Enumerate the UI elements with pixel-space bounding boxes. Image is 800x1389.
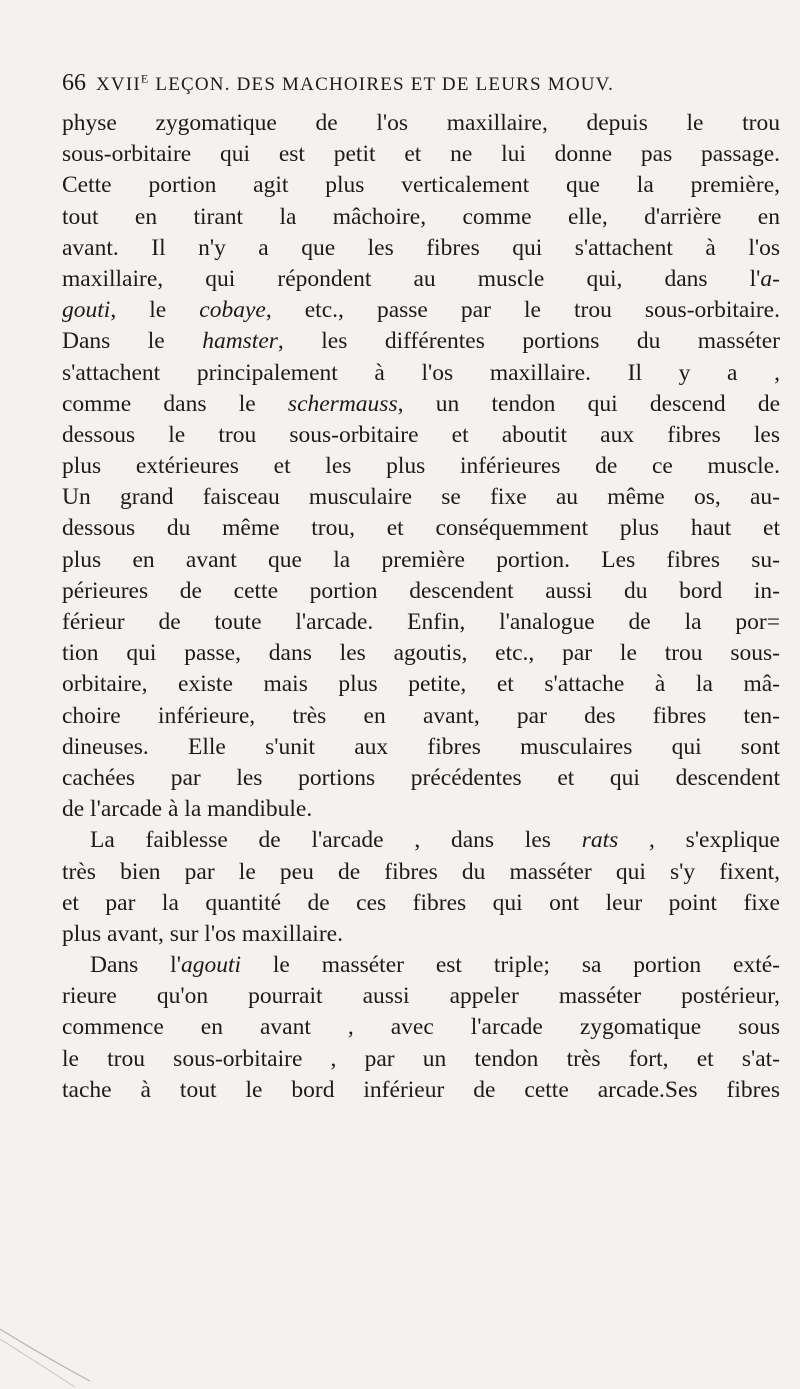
text-run: , etc., passe par le trou sous-orbitaire.: [265, 297, 780, 324]
text-line: [62, 1075, 780, 1106]
text-run: maxillaire, qui répondent au muscle qui, dans l': [62, 265, 761, 292]
text-line: [62, 202, 780, 233]
text-line: [62, 513, 780, 544]
text-run: et par la quantité de ces fibres qui ont leur point fixe: [62, 889, 780, 916]
text-line: [62, 482, 780, 513]
text-line: [62, 139, 780, 170]
text-run: physe zygomatique de l'os maxillaire, depuis le trou: [62, 110, 780, 136]
text-line: [62, 108, 780, 139]
text-line: [62, 794, 780, 825]
text-line: [62, 950, 780, 981]
text-run: , un tendon qui descend de: [397, 390, 780, 417]
text-run: , les différentes portions du masséter: [277, 328, 780, 355]
text-line: [62, 1012, 780, 1043]
text-run: avant. Il n'y a que les fibres qui s'attachent à l'os: [62, 234, 780, 261]
lecon-superscript: E: [140, 71, 150, 86]
text-run: plus avant, sur l'os maxillaire.: [62, 920, 343, 947]
text-line: [62, 919, 780, 950]
text-run: Dans le: [62, 328, 203, 355]
text-run: , le: [110, 297, 200, 324]
lecon-number: XVII: [96, 74, 141, 95]
text-line: [62, 389, 780, 420]
text-line: [62, 420, 780, 451]
text-run: férieur de toute l'arcade. Enfin, l'analogue de la por=: [62, 609, 780, 635]
text-line: [62, 1044, 780, 1075]
text-run: dineuses. Elle s'unit aux fibres musculaires qui sont: [62, 733, 780, 760]
text-run: tion qui passe, dans les agoutis, etc., par le trou sous-: [62, 640, 780, 667]
text-line: [62, 888, 780, 919]
text-run: orbitaire, existe mais plus petite, et s'attache à la mâ-: [62, 671, 780, 698]
text-line: [62, 545, 780, 576]
italic-term: cobaye: [199, 297, 266, 324]
text-line: [62, 451, 780, 482]
text-run: plus en avant que la première portion. Les fibres su-: [62, 546, 780, 573]
text-line: [62, 576, 780, 607]
italic-term: rats: [581, 827, 619, 854]
italic-term: schermauss: [287, 390, 398, 417]
text-run: le masséter est triple; sa portion exté-: [241, 952, 780, 979]
text-line: [62, 326, 780, 357]
text-run: cachées par les portions précédentes et qui descendent: [62, 764, 780, 791]
text-run: tout en tirant la mâchoire, comme elle, d'arrière en: [62, 203, 780, 230]
italic-term: gouti: [62, 297, 111, 324]
body-text: [62, 108, 780, 1106]
text-line: [62, 295, 780, 326]
text-run: dessous du même trou, et conséquemment plus haut et: [62, 515, 780, 542]
text-run: périeures de cette portion descendent aussi du bord in-: [62, 577, 780, 604]
text-run: tache à tout le bord inférieur de cette arcade.Ses fibres: [62, 1076, 780, 1103]
text-line: [62, 857, 780, 888]
italic-term: agouti: [180, 952, 242, 979]
text-line: [62, 981, 780, 1012]
running-head-title: LEÇON. DES MACHOIRES ET DE LEURS MOUV.: [155, 74, 615, 95]
text-line: [62, 701, 780, 732]
italic-term: hamster: [202, 328, 278, 355]
text-line: [62, 638, 780, 669]
text-run: s'attachent principalement à l'os maxillaire. Il y a ,: [62, 359, 780, 386]
running-head: [62, 70, 782, 97]
text-run: comme dans le: [62, 390, 288, 417]
text-run: Dans l': [90, 952, 181, 979]
text-line: [62, 763, 780, 794]
page-corner-mark: [0, 1299, 140, 1389]
text-line: [62, 358, 780, 389]
text-run: dessous le trou sous-orbitaire et aboutit aux fibres les: [62, 421, 780, 448]
italic-term: a-: [760, 265, 780, 292]
text-line: [62, 732, 780, 763]
text-run: plus extérieures et les plus inférieures de ce muscle.: [62, 453, 780, 480]
text-run: choire inférieure, très en avant, par des fibres ten-: [62, 702, 780, 729]
text-run: Cette portion agit plus verticalement que la première,: [62, 172, 780, 199]
text-run: Un grand faisceau musculaire se fixe au même os, au-: [62, 484, 780, 511]
text-run: , s'explique: [618, 827, 780, 854]
text-line: [62, 607, 780, 638]
text-line: [62, 825, 780, 856]
text-run: sous-orbitaire qui est petit et ne lui donne pas passage.: [62, 141, 780, 168]
text-run: le trou sous-orbitaire , par un tendon très fort, et s'at-: [62, 1045, 780, 1072]
text-line: [62, 170, 780, 201]
page-number: 66: [62, 70, 86, 96]
text-run: commence en avant , avec l'arcade zygomatique sous: [62, 1014, 780, 1041]
text-line: [62, 233, 780, 264]
text-line: [62, 669, 780, 700]
text-run: de l'arcade à la mandibule.: [62, 796, 313, 823]
text-run: très bien par le peu de fibres du masséter qui s'y fixent,: [62, 858, 780, 885]
text-run: La faiblesse de l'arcade , dans les: [90, 827, 582, 854]
text-run: rieure qu'on pourrait aussi appeler masséter postérieur,: [62, 983, 780, 1010]
text-line: [62, 264, 780, 295]
